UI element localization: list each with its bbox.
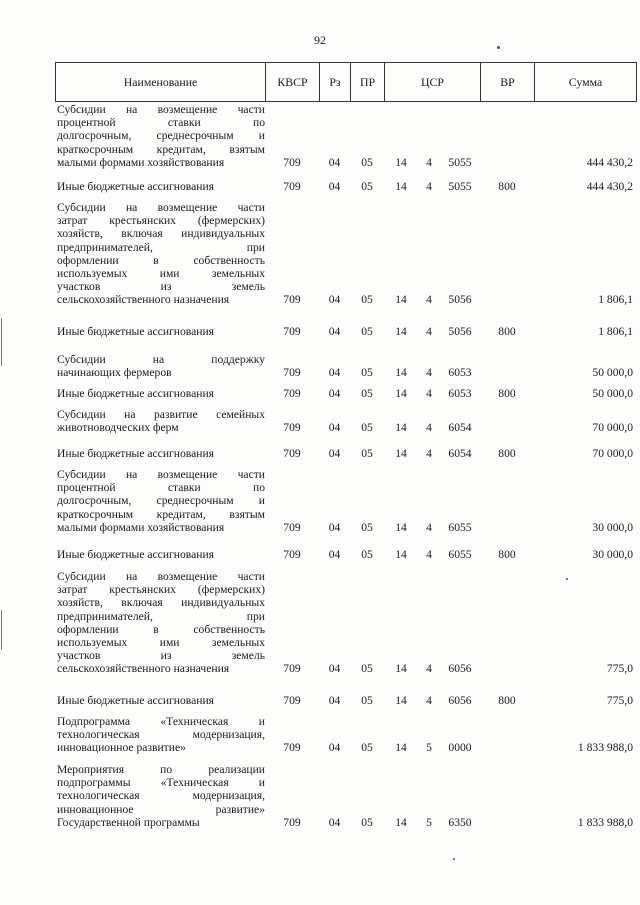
row-name-line: начинающих фермеров	[57, 366, 172, 380]
row-name-line: процентной ставки по	[57, 481, 265, 495]
cell-vr: 800	[498, 325, 516, 338]
row-name	[55, 325, 265, 338]
table-row	[55, 763, 636, 829]
cell-csr-program: 14	[395, 421, 407, 435]
cell-rz: 04	[328, 815, 341, 829]
row-name-line: краткосрочным кредитам, взятым	[57, 142, 265, 156]
cell-csr-direction: 5055	[448, 180, 472, 193]
cell-csr-program: 14	[395, 662, 407, 676]
table-row	[55, 325, 636, 338]
cell-rz: 04	[328, 155, 341, 169]
cell-kvsr: 709	[283, 662, 301, 676]
cell-sum: 1 833 988,0	[577, 741, 633, 755]
cell-csr-subprogram: 4	[426, 325, 432, 338]
table-row	[55, 548, 636, 561]
cell-csr-subprogram: 4	[426, 180, 432, 193]
cell-kvsr: 709	[283, 421, 301, 435]
row-name-line: долгосрочным, среднесрочным и	[57, 494, 265, 508]
cell-kvsr: 709	[283, 293, 301, 307]
cell-pr: 05	[361, 548, 373, 561]
cell-rz: 04	[328, 387, 341, 400]
table-row	[55, 447, 636, 460]
cell-csr-program: 14	[395, 447, 407, 460]
row-name	[55, 408, 265, 434]
cell-csr-program: 14	[395, 694, 407, 707]
table-row	[55, 715, 636, 755]
cell-sum: 1 833 988,0	[577, 815, 633, 829]
cell-rz: 04	[328, 293, 341, 307]
cell-pr: 05	[361, 293, 373, 307]
cell-csr-direction: 6055	[448, 548, 472, 561]
cell-csr-direction: 5056	[448, 325, 472, 338]
row-name	[55, 180, 265, 193]
cell-csr-program: 14	[395, 520, 407, 534]
cell-sum: 50 000,0	[592, 366, 633, 380]
cell-pr: 05	[361, 520, 373, 534]
cell-csr-direction: 6350	[448, 815, 472, 829]
cell-kvsr: 709	[283, 366, 301, 380]
row-name-line: Подпрограмма «Техническая и	[57, 715, 265, 728]
row-name	[55, 763, 265, 829]
cell-kvsr: 709	[283, 520, 301, 534]
cell-rz: 04	[328, 520, 341, 534]
row-name-line: инновационное развитие»	[57, 802, 265, 816]
row-name-line: Иные бюджетные ассигнования	[57, 447, 214, 460]
cell-sum: 1 806,1	[598, 325, 633, 338]
cell-csr-program: 14	[395, 366, 407, 380]
row-name-line: хозяйств, включая индивидуальных	[57, 227, 265, 241]
cell-pr: 05	[361, 325, 373, 338]
table-row	[55, 103, 636, 169]
cell-rz: 04	[328, 180, 341, 193]
cell-csr-program: 14	[395, 815, 407, 829]
cell-pr: 05	[361, 694, 373, 707]
cell-csr-program: 14	[395, 548, 407, 561]
row-name	[55, 447, 265, 460]
scan-edge-line	[1, 610, 2, 650]
cell-csr-subprogram: 4	[426, 548, 432, 561]
table-row	[55, 201, 636, 307]
cell-sum: 70 000,0	[592, 447, 633, 460]
cell-csr-direction: 6053	[448, 366, 472, 380]
header-pr: ПР	[351, 63, 385, 102]
row-name-line: затрат крестьянских (фермерских)	[57, 583, 265, 597]
cell-sum: 70 000,0	[592, 421, 633, 435]
cell-sum: 30 000,0	[592, 520, 633, 534]
header-name: Наименование	[56, 63, 266, 102]
cell-csr-direction: 5055	[448, 155, 472, 169]
cell-csr-subprogram: 5	[426, 741, 432, 755]
cell-csr-direction: 6053	[448, 387, 472, 400]
page-number: 92	[314, 33, 326, 47]
cell-pr: 05	[361, 155, 373, 169]
row-name	[55, 468, 265, 534]
cell-kvsr: 709	[283, 155, 301, 169]
row-name-line: животноводческих ферм	[57, 421, 179, 435]
cell-vr: 800	[498, 447, 516, 460]
cell-csr-subprogram: 4	[426, 293, 432, 307]
cell-csr-subprogram: 4	[426, 421, 432, 435]
row-name-line: используемых ими земельных	[57, 636, 265, 650]
cell-rz: 04	[328, 694, 341, 707]
row-name-line: инновационное развитие»	[57, 741, 186, 755]
cell-kvsr: 709	[283, 741, 301, 755]
table-row	[55, 180, 636, 193]
row-name-line: предпринимателей, при	[57, 240, 265, 254]
cell-pr: 05	[361, 815, 373, 829]
table-row	[55, 468, 636, 534]
row-name-line: технологическая модернизация,	[57, 728, 265, 742]
scan-speck	[453, 858, 455, 860]
row-name-line: оформлении в собственность	[57, 253, 265, 267]
row-name-line: хозяйств, включая индивидуальных	[57, 596, 265, 610]
cell-sum: 50 000,0	[592, 387, 633, 400]
scan-edge-line	[1, 318, 2, 366]
header-sum: Сумма	[535, 63, 637, 102]
cell-csr-subprogram: 4	[426, 387, 432, 400]
row-name	[55, 570, 265, 676]
cell-kvsr: 709	[283, 694, 301, 707]
table-row	[55, 408, 636, 434]
cell-sum: 775,0	[606, 662, 633, 676]
cell-rz: 04	[328, 366, 341, 380]
cell-rz: 04	[328, 548, 341, 561]
cell-rz: 04	[328, 447, 341, 460]
row-name-line: сельскохозяйственного назначения	[57, 293, 230, 307]
cell-vr: 800	[498, 548, 516, 561]
cell-csr-direction: 6054	[448, 421, 472, 435]
row-name-line: сельскохозяйственного назначения	[57, 662, 230, 676]
header-vr: ВР	[481, 63, 535, 102]
cell-csr-program: 14	[395, 387, 407, 400]
row-name-line: Иные бюджетные ассигнования	[57, 325, 214, 338]
cell-csr-direction: 0000	[448, 741, 472, 755]
cell-csr-direction: 6056	[448, 694, 472, 707]
header-rz: Рз	[320, 63, 351, 102]
row-name-line: краткосрочным кредитам, взятым	[57, 507, 265, 521]
row-name-line: Государственной программы	[57, 815, 200, 829]
cell-sum: 30 000,0	[592, 548, 633, 561]
row-name-line: долгосрочным, среднесрочным и	[57, 129, 265, 143]
cell-sum: 444 430,2	[586, 155, 633, 169]
cell-rz: 04	[328, 741, 341, 755]
cell-vr: 800	[498, 387, 516, 400]
cell-pr: 05	[361, 180, 373, 193]
row-name-line: используемых ими земельных	[57, 267, 265, 281]
table-row	[55, 353, 636, 379]
row-name	[55, 548, 265, 561]
table-row	[55, 387, 636, 400]
row-name-line: Иные бюджетные ассигнования	[57, 548, 214, 561]
row-name-line: участков из земель	[57, 280, 265, 294]
cell-pr: 05	[361, 741, 373, 755]
cell-csr-program: 14	[395, 293, 407, 307]
row-name-line: Иные бюджетные ассигнования	[57, 180, 214, 193]
cell-csr-program: 14	[395, 155, 407, 169]
cell-rz: 04	[328, 662, 341, 676]
cell-csr-direction: 6055	[448, 520, 472, 534]
cell-pr: 05	[361, 447, 373, 460]
cell-sum: 444 430,2	[586, 180, 633, 193]
row-name-line: Иные бюджетные ассигнования	[57, 387, 214, 400]
row-name	[55, 715, 265, 755]
cell-kvsr: 709	[283, 548, 301, 561]
cell-csr-direction: 6054	[448, 447, 472, 460]
cell-csr-subprogram: 4	[426, 694, 432, 707]
cell-vr: 800	[498, 694, 516, 707]
cell-kvsr: 709	[283, 815, 301, 829]
cell-pr: 05	[361, 662, 373, 676]
row-name-line: технологическая модернизация,	[57, 789, 265, 803]
cell-kvsr: 709	[283, 180, 301, 193]
row-name-line: Субсидии на поддержку	[57, 353, 265, 366]
row-name	[55, 103, 265, 169]
cell-csr-subprogram: 4	[426, 662, 432, 676]
scan-speck	[497, 46, 500, 49]
cell-kvsr: 709	[283, 325, 301, 338]
row-name-line: Субсидии на возмещение части	[57, 570, 265, 583]
row-name-line: оформлении в собственность	[57, 622, 265, 636]
table-row	[55, 694, 636, 707]
row-name-line: подпрограммы «Техническая и	[57, 776, 265, 790]
cell-vr: 800	[498, 180, 516, 193]
cell-pr: 05	[361, 366, 373, 380]
cell-csr-program: 14	[395, 741, 407, 755]
row-name-line: малыми формами хозяйствования	[57, 155, 225, 169]
row-name-line: предпринимателей, при	[57, 609, 265, 623]
row-name-line: затрат крестьянских (фермерских)	[57, 214, 265, 228]
table-row	[55, 570, 636, 676]
cell-csr-subprogram: 4	[426, 520, 432, 534]
row-name	[55, 201, 265, 307]
cell-kvsr: 709	[283, 447, 301, 460]
cell-pr: 05	[361, 421, 373, 435]
row-name-line: процентной ставки по	[57, 116, 265, 130]
cell-kvsr: 709	[283, 387, 301, 400]
cell-csr-direction: 6056	[448, 662, 472, 676]
cell-pr: 05	[361, 387, 373, 400]
row-name-line: Субсидии на возмещение части	[57, 103, 265, 116]
row-name-line: малыми формами хозяйствования	[57, 520, 225, 534]
cell-csr-subprogram: 4	[426, 447, 432, 460]
cell-csr-program: 14	[395, 180, 407, 193]
row-name-line: Иные бюджетные ассигнования	[57, 694, 214, 707]
row-name-line: Мероприятия по реализации	[57, 763, 265, 776]
row-name-line: участков из земель	[57, 649, 265, 663]
row-name	[55, 694, 265, 707]
row-name-line: Субсидии на развитие семейных	[57, 408, 265, 421]
table-header	[55, 62, 637, 102]
cell-csr-program: 14	[395, 325, 407, 338]
cell-csr-direction: 5056	[448, 293, 472, 307]
header-csr: ЦСР	[385, 63, 481, 102]
row-name	[55, 353, 265, 379]
header-kvsr: КВСР	[266, 63, 320, 102]
row-name-line: Субсидии на возмещение части	[57, 468, 265, 481]
cell-csr-subprogram: 4	[426, 155, 432, 169]
cell-rz: 04	[328, 421, 341, 435]
row-name-line: Субсидии на возмещение части	[57, 201, 265, 214]
cell-rz: 04	[328, 325, 341, 338]
cell-csr-subprogram: 4	[426, 366, 432, 380]
cell-sum: 1 806,1	[598, 293, 633, 307]
cell-csr-subprogram: 5	[426, 815, 432, 829]
row-name	[55, 387, 265, 400]
cell-sum: 775,0	[606, 694, 633, 707]
